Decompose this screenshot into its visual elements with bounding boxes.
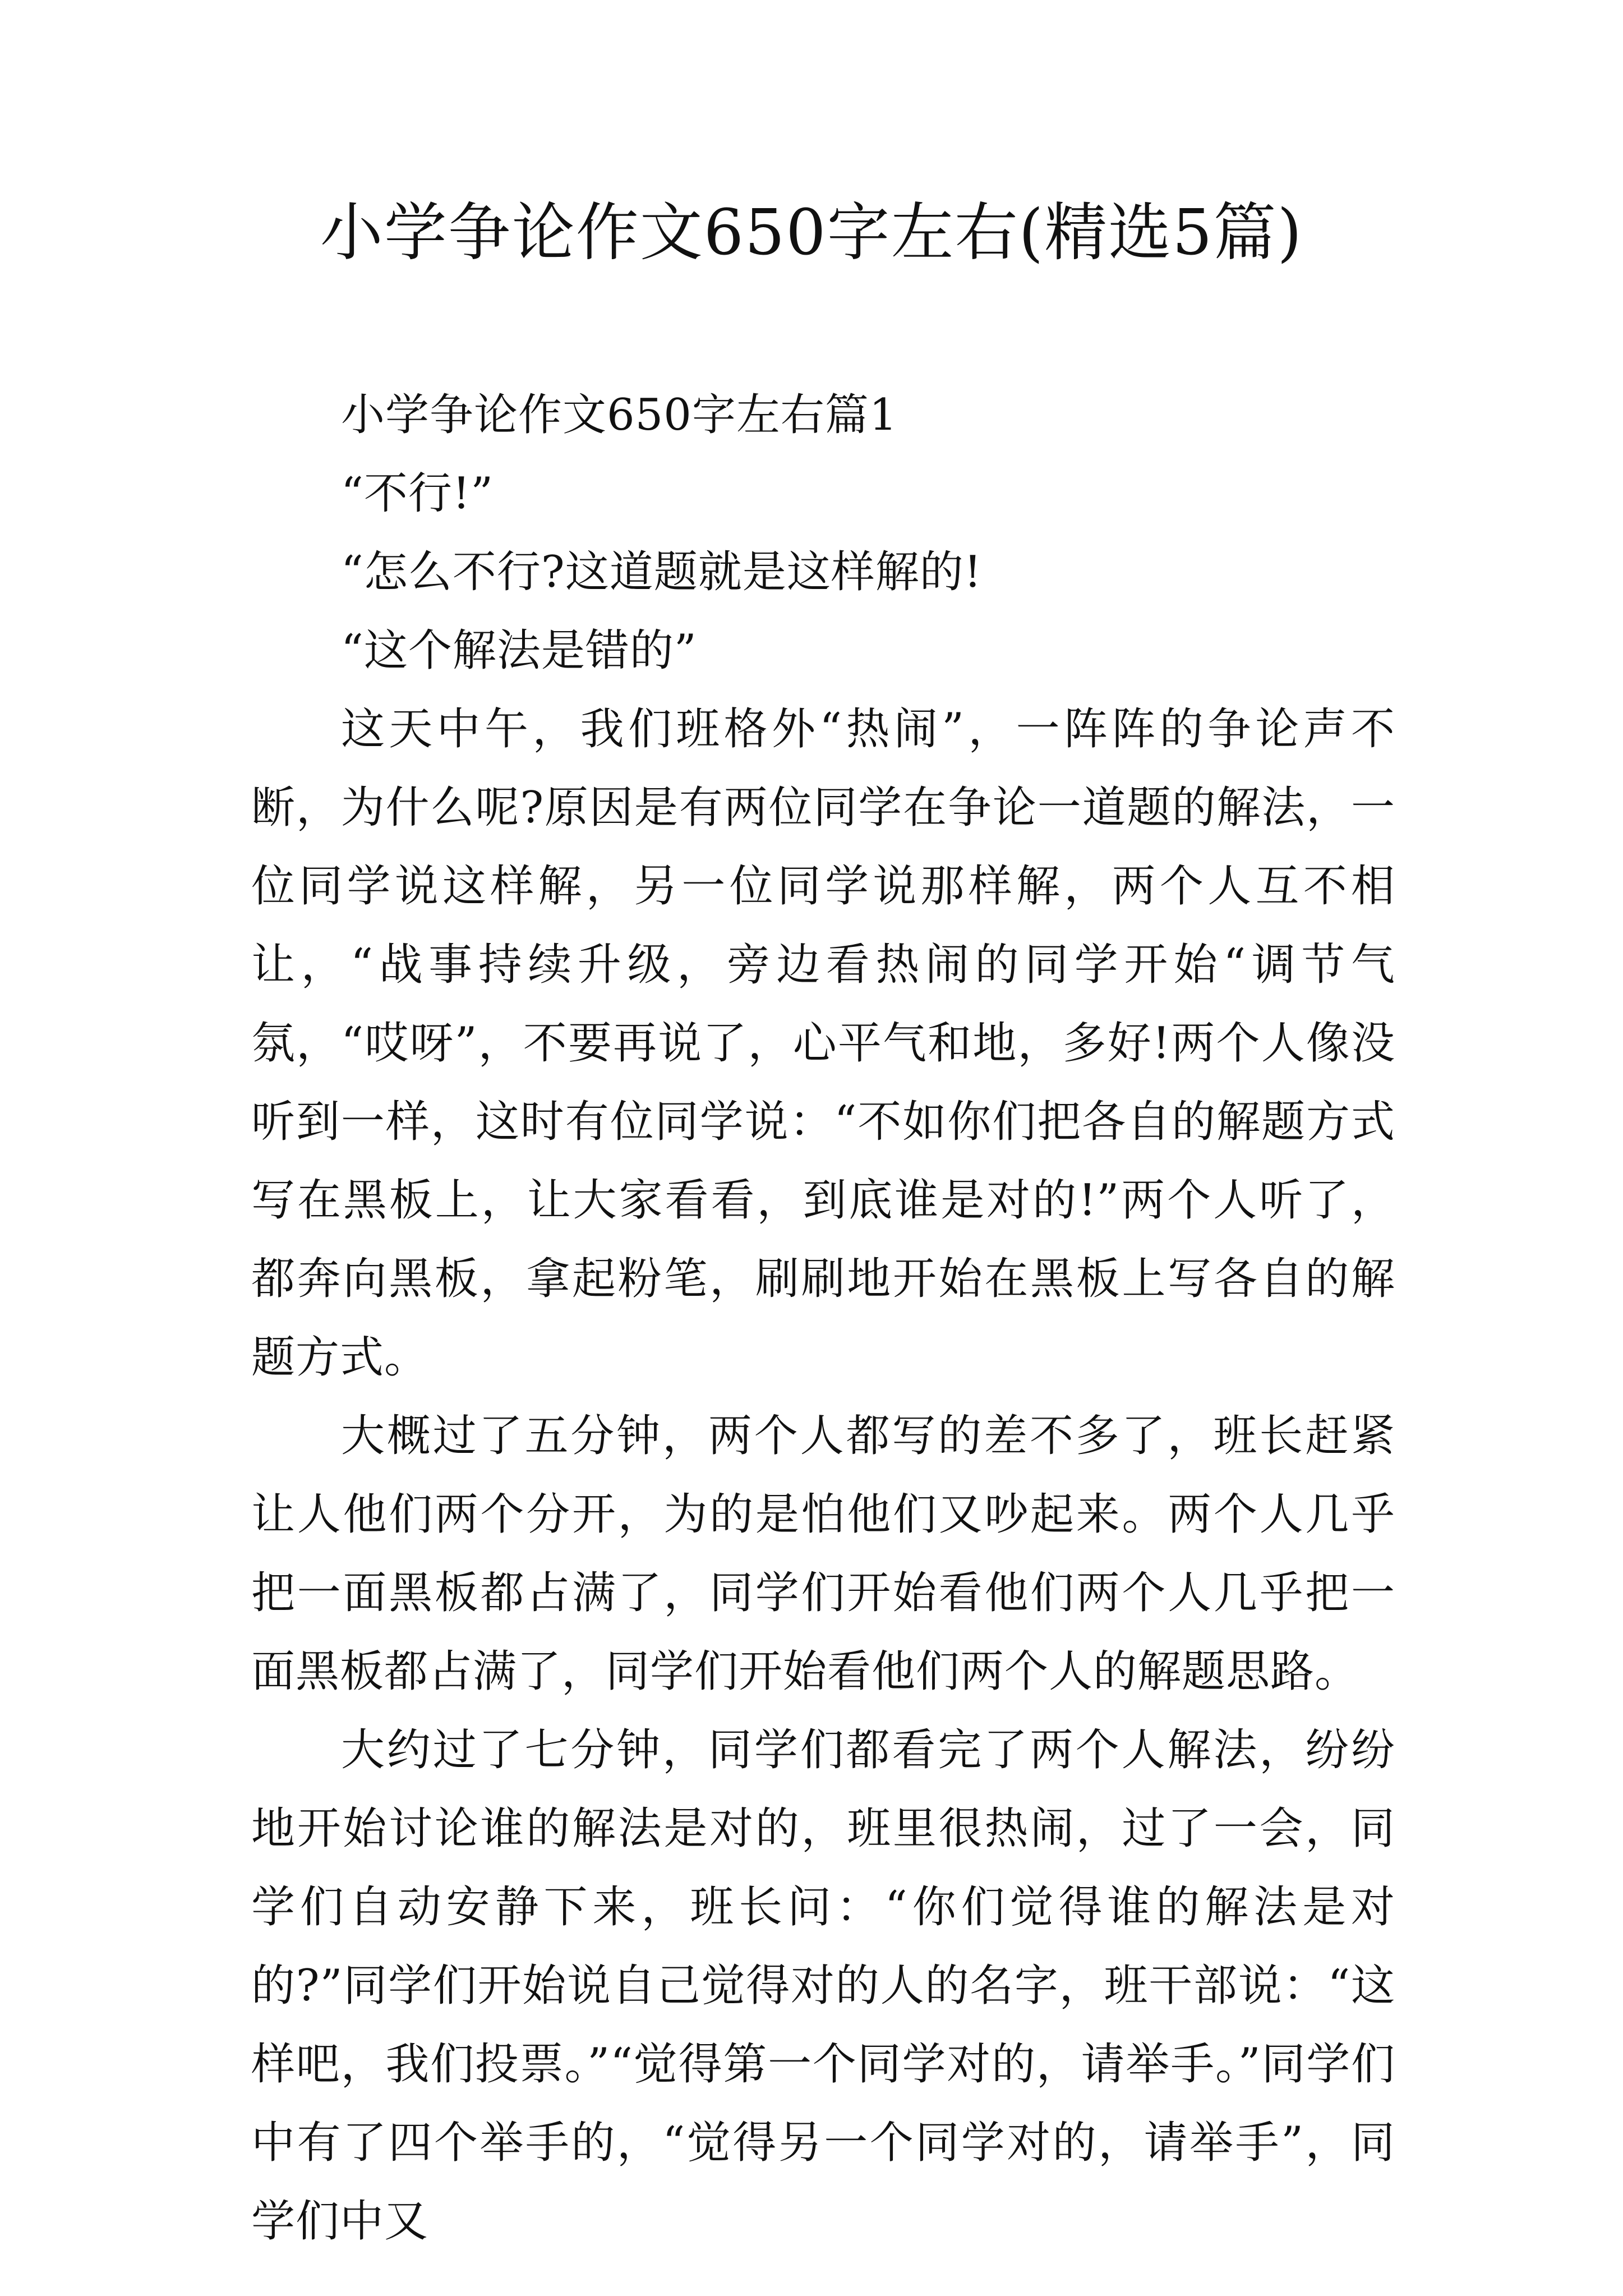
body-paragraph: 大概过了五分钟，两个人都写的差不多了，班长赶紧让人他们两个分开，为的是怕他们又吵起来。两个人几乎把一面黑板都占满了，同学们开始看他们两个人几乎把一面黑板都占满了，同学们开始看他们两个人的解题思路。 (251, 1411, 1395, 1697)
document-title: 小学争论作文650字左右(精选5篇) (320, 196, 1303, 269)
dialogue-line: “这个解法是错的” (341, 625, 697, 676)
document-body (251, 376, 1395, 2261)
body-paragraph: 大约过了七分钟，同学们都看完了两个人解法，纷纷地开始讨论谁的解法是对的，班里很热闹，过了一会，同学们自动安静下来，班长问：“你们觉得谁的解法是对的?”同学们开始说自己觉得对的人的名字，班干部说：“这样吧，我们投票。”“觉得第一个同学对的，请举手。”同学们中有了四个举手的，“觉得另一个同学对的，请举手”，同学们中又 (251, 1725, 1395, 2247)
section-heading: 小学争论作文650字左右篇1 (341, 390, 898, 440)
dialogue-line: “怎么不行?这道题就是这样解的! (341, 547, 983, 597)
dialogue-line: “不行!” (341, 468, 494, 519)
body-paragraph: 这天中午，我们班格外“热闹”，一阵阵的争论声不断，为什么呢?原因是有两位同学在争论一道题的解法，一位同学说这样解，另一位同学说那样解，两个人互不相让，“战事持续升级，旁边看热闹的同学开始“调节气氛，“哎呀”，不要再说了，心平气和地，多好!两个人像没听到一样，这时有位同学说：“不如你们把各自的解题方式写在黑板上，让大家看看，到底谁是对的!”两个人听了，都奔向黑板，拿起粉笔，刷刷地开始在黑板上写各自的解题方式。 (251, 704, 1395, 1383)
